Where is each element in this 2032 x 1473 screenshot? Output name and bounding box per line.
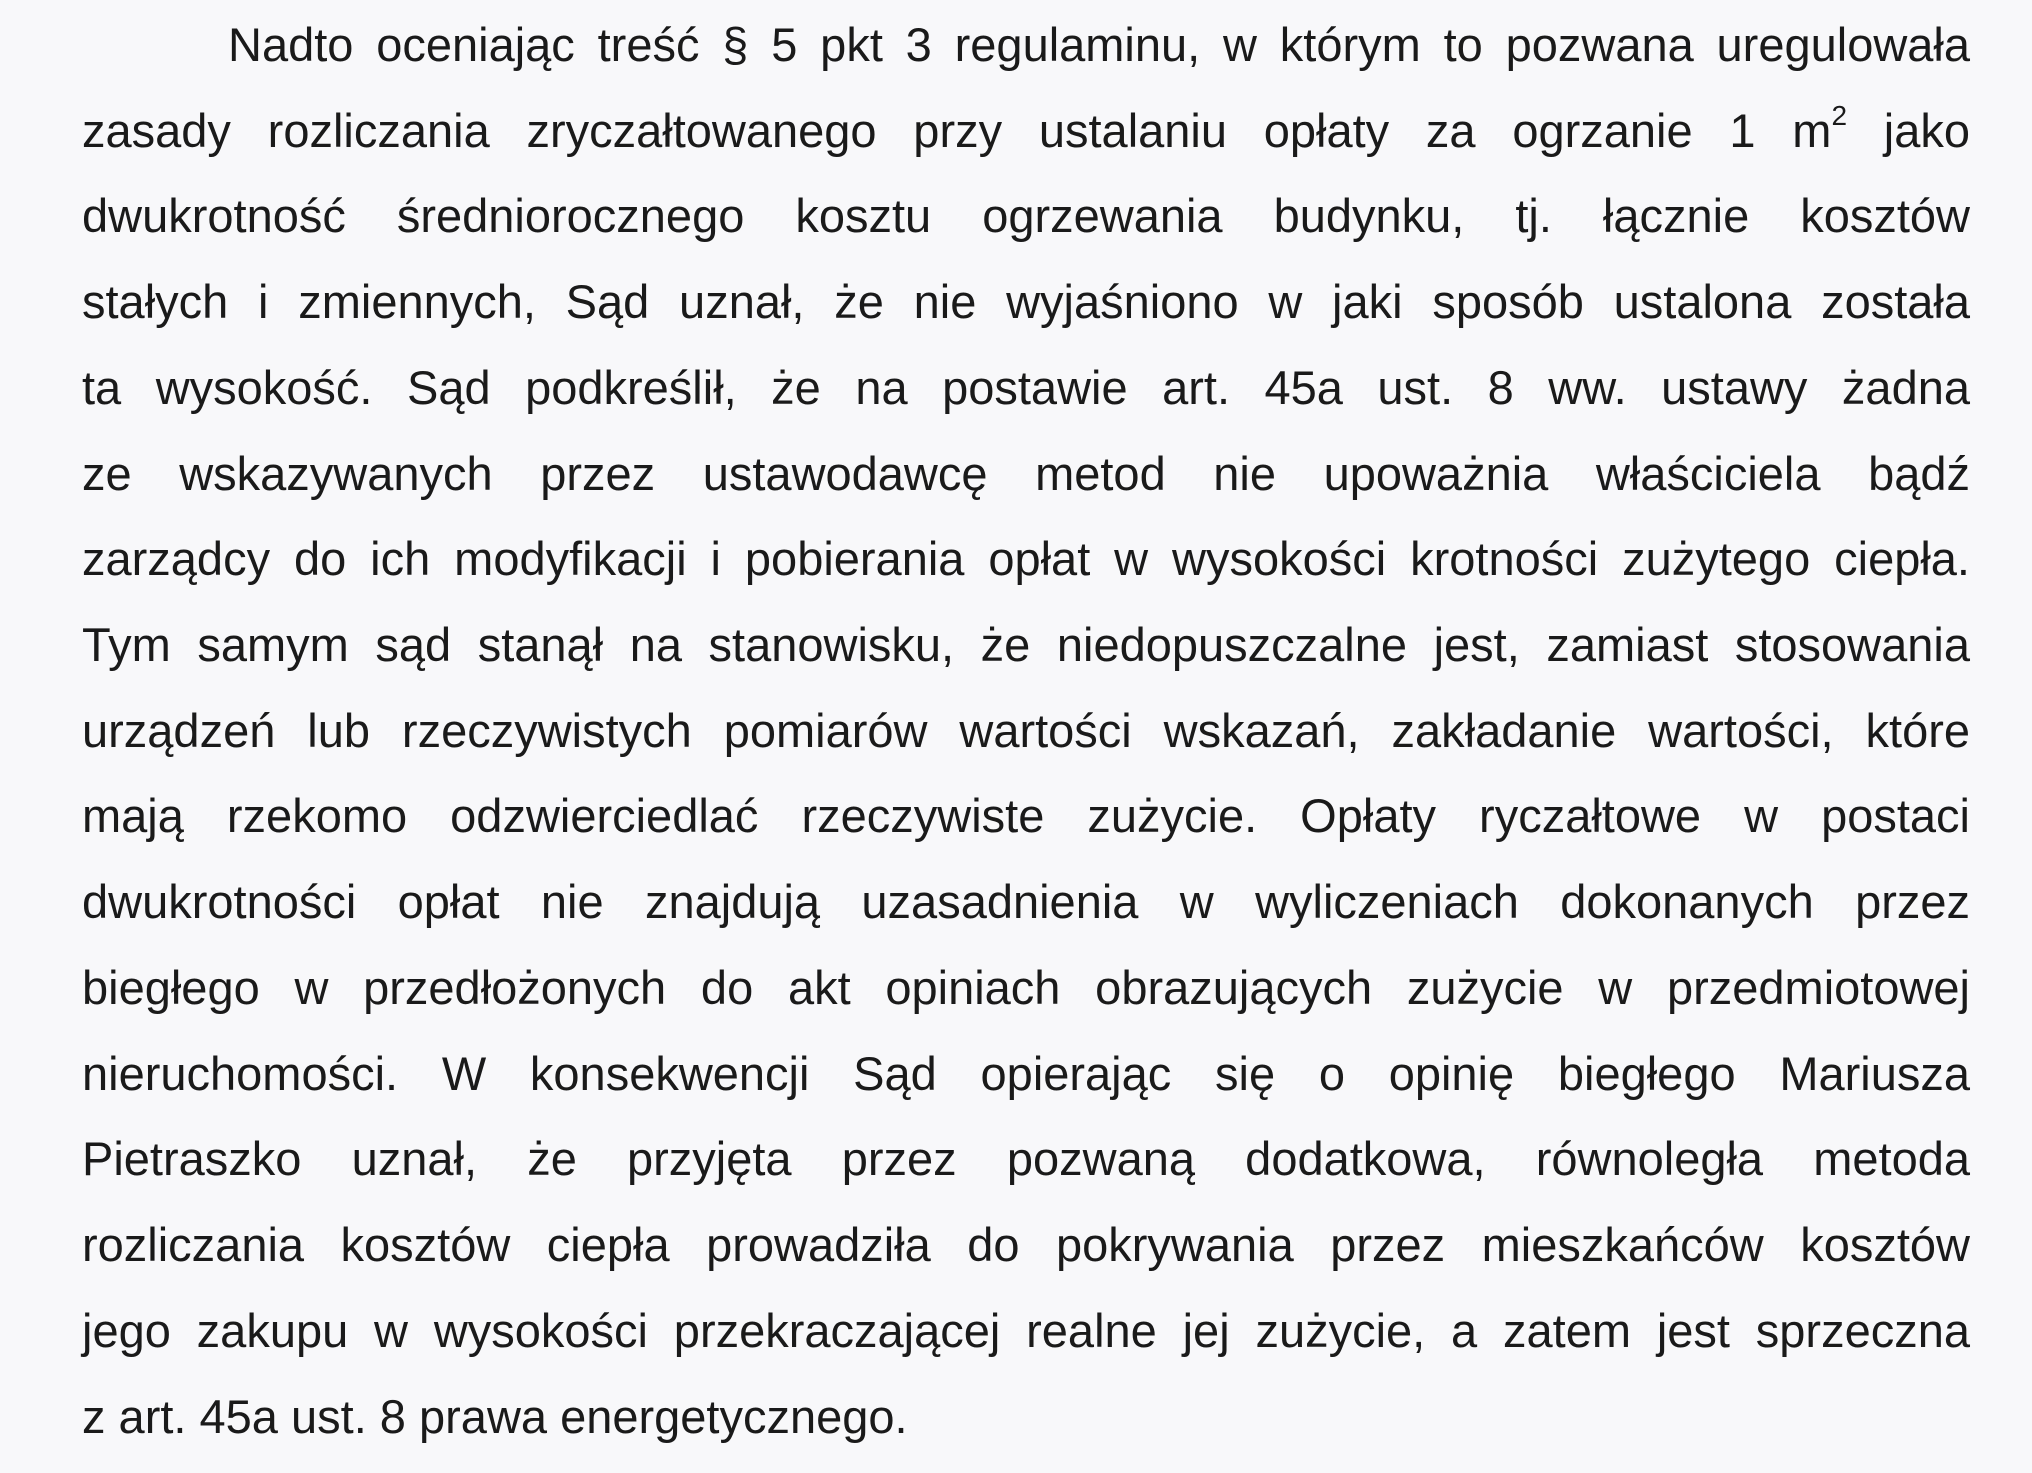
text-line-4: stałych i zmiennych, Sąd uznał, że nie wyjaśniono w jaki sposób ustalona została: [82, 275, 1970, 328]
text-line-2-main: zasady rozliczania zryczałtowanego przy ustalaniu opłaty za ogrzanie 1 m: [82, 104, 1832, 157]
text-line-2-tail: jako: [1847, 104, 1970, 157]
text-line-8: Tym samym sąd stanął na stanowisku, że niedopuszczalne jest, zamiast stosowania: [82, 618, 1970, 671]
text-line-15: rozliczania kosztów ciepła prowadziła do pokrywania przez mieszkańców kosztów: [82, 1218, 1970, 1271]
text-line-12: biegłego w przedłożonych do akt opiniach obrazujących zużycie w przedmiotowej: [82, 961, 1970, 1014]
text-line-9: urządzeń lub rzeczywistych pomiarów wartości wskazań, zakładanie wartości, które: [82, 704, 1970, 757]
text-line-6: ze wskazywanych przez ustawodawcę metod nie upoważnia właściciela bądź: [82, 447, 1970, 500]
text-line-5: ta wysokość. Sąd podkreślił, że na postawie art. 45a ust. 8 ww. ustawy żadna: [82, 361, 1970, 414]
text-line-7: zarządcy do ich modyfikacji i pobierania opłat w wysokości krotności zużytego ciepła.: [82, 532, 1970, 585]
text-line-1: Nadto oceniając treść § 5 pkt 3 regulaminu, w którym to pozwana uregulowała: [228, 18, 1970, 71]
text-line-2: [82, 100, 1970, 159]
text-line-14: Pietraszko uznał, że przyjęta przez pozwaną dodatkowa, równoległa metoda: [82, 1132, 1970, 1185]
superscript-2: 2: [1831, 100, 1848, 131]
text-line-3: dwukrotność średniorocznego kosztu ogrzewania budynku, tj. łącznie kosztów: [82, 189, 1970, 242]
text-line-17: z art. 45a ust. 8 prawa energetycznego.: [82, 1390, 908, 1443]
text-line-16: jego zakupu w wysokości przekraczającej realne jej zużycie, a zatem jest sprzeczna: [82, 1304, 1970, 1357]
text-line-13: nieruchomości. W konsekwencji Sąd opierając się o opinię biegłego Mariusza: [82, 1047, 1970, 1100]
text-line-11: dwukrotności opłat nie znajdują uzasadnienia w wyliczeniach dokonanych przez: [82, 875, 1970, 928]
text-line-10: mają rzekomo odzwierciedlać rzeczywiste zużycie. Opłaty ryczałtowe w postaci: [82, 789, 1970, 842]
